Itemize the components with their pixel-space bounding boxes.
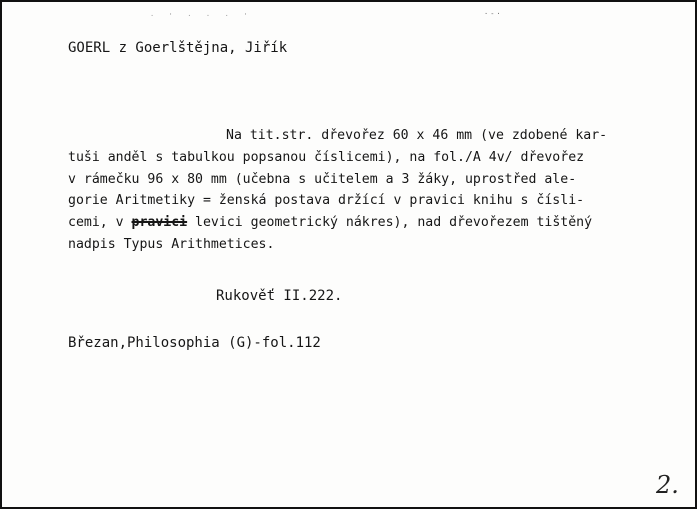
description-line-5-end: levici geometrický nákres), nad dřevořezem tištěný — [187, 215, 593, 231]
struck-out-word: pravici — [131, 215, 188, 231]
scan-noise-top-left: · ' · · · ' — [150, 12, 250, 20]
reference-line: Rukověť II.222. — [216, 288, 343, 304]
description-block — [68, 125, 654, 256]
handwritten-page-number: 2. — [656, 471, 679, 499]
description-line-3: v rámečku 96 x 80 mm (učebna s učitelem a 3 žáky, uprostřed ale- — [68, 171, 577, 187]
citation-line: Březan,Philosophia (G)-fol.112 — [68, 335, 321, 351]
description-line-6: nadpis Typus Arithmetices. — [68, 236, 275, 252]
description-line-4: gorie Aritmetiky = ženská postava držící v pravici knihu s čísli- — [68, 193, 585, 209]
description-line-5-start: cemi, v — [68, 215, 132, 231]
description-line-5 — [68, 212, 654, 234]
description-line-1: Na tit.str. dřevořez 60 x 46 mm (ve zdobené kar- — [226, 128, 608, 143]
scan-noise-top-right: ·-· — [484, 10, 503, 18]
description-line-2: tuši anděl s tabulkou popsanou číslicemi), na fol./A 4v/ dřevořez — [68, 149, 585, 165]
card-heading: GOERL z Goerlštějna, Jiřík — [68, 40, 288, 56]
